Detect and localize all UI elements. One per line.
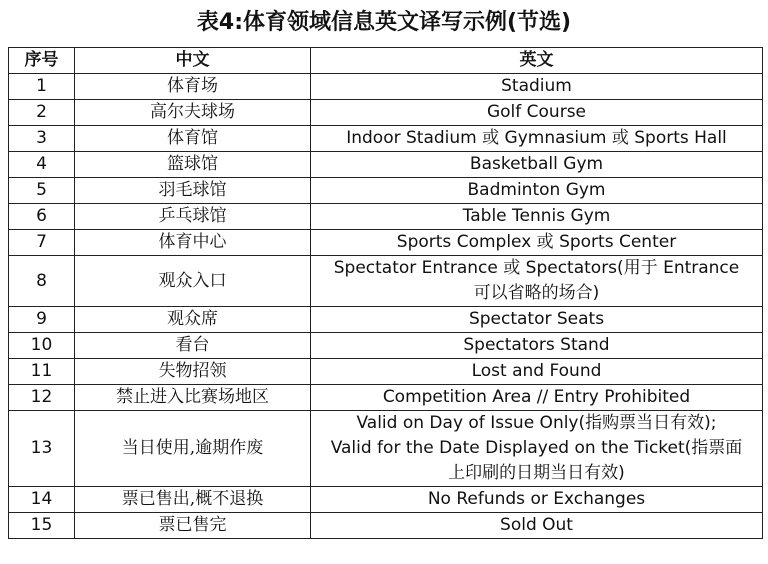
translation-table <box>8 47 763 539</box>
row-number: 6 <box>9 204 75 230</box>
english-translation <box>311 487 763 513</box>
english-line: 可以省略的场合) <box>473 283 600 303</box>
header-row <box>9 48 763 74</box>
row-number: 10 <box>9 333 75 359</box>
chinese-term: 篮球馆 <box>75 152 311 178</box>
row-number: 11 <box>9 359 75 385</box>
chinese-term: 体育场 <box>75 74 311 100</box>
english-line: Lost and Found <box>471 361 602 381</box>
english-line: No Refunds or Exchanges <box>427 489 646 509</box>
table-row <box>9 333 763 359</box>
chinese-term: 体育中心 <box>75 230 311 256</box>
english-translation <box>311 385 763 411</box>
english-line: Badminton Gym <box>467 180 606 200</box>
chinese-term: 看台 <box>75 333 311 359</box>
table-row <box>9 152 763 178</box>
row-number: 8 <box>9 256 75 307</box>
chinese-term: 观众席 <box>75 307 311 333</box>
table-row <box>9 385 763 411</box>
chinese-term: 失物招领 <box>75 359 311 385</box>
row-number: 14 <box>9 487 75 513</box>
table-row <box>9 230 763 256</box>
table-row <box>9 411 763 487</box>
row-number: 5 <box>9 178 75 204</box>
table-row <box>9 513 763 539</box>
table-row <box>9 487 763 513</box>
english-line: Basketball Gym <box>469 154 604 174</box>
english-line: Spectator Entrance 或 Spectators(用于 Entrance <box>333 258 740 278</box>
english-translation <box>311 307 763 333</box>
english-translation <box>311 513 763 539</box>
english-line: Sold Out <box>500 515 573 535</box>
table-row <box>9 256 763 307</box>
chinese-term: 乒乓球馆 <box>75 204 311 230</box>
chinese-term: 禁止进入比赛场地区 <box>75 385 311 411</box>
chinese-term: 高尔夫球场 <box>75 100 311 126</box>
english-line: Spectators Stand <box>463 335 610 355</box>
english-line: Competition Area // Entry Prohibited <box>382 387 691 407</box>
row-number: 9 <box>9 307 75 333</box>
chinese-term: 票已售完 <box>75 513 311 539</box>
english-translation <box>311 411 763 487</box>
english-line: 上印刷的日期当日有效) <box>448 463 625 483</box>
english-translation <box>311 256 763 307</box>
english-translation <box>311 178 763 204</box>
english-translation <box>311 230 763 256</box>
english-line: Valid on Day of Issue Only(指购票当日有效); <box>356 413 717 433</box>
english-line: Table Tennis Gym <box>462 206 611 226</box>
chinese-term: 观众入口 <box>75 256 311 307</box>
chinese-term: 票已售出,概不退换 <box>75 487 311 513</box>
table-row <box>9 74 763 100</box>
english-line: Valid for the Date Displayed on the Ticket(指票面 <box>330 438 743 458</box>
chinese-term: 当日使用,逾期作废 <box>75 411 311 487</box>
table-row <box>9 307 763 333</box>
english-translation <box>311 126 763 152</box>
chinese-term: 体育馆 <box>75 126 311 152</box>
table-row <box>9 126 763 152</box>
table-title: 表4:体育领域信息英文译写示例(节选) <box>196 10 572 35</box>
row-number: 7 <box>9 230 75 256</box>
row-number: 13 <box>9 411 75 487</box>
header-no: 序号 <box>9 48 75 74</box>
table-row <box>9 178 763 204</box>
english-line: Sports Complex 或 Sports Center <box>396 232 677 252</box>
english-line: Spectator Seats <box>468 309 605 329</box>
english-translation <box>311 100 763 126</box>
row-number: 2 <box>9 100 75 126</box>
table-body <box>9 74 763 539</box>
english-translation <box>311 204 763 230</box>
row-number: 3 <box>9 126 75 152</box>
row-number: 4 <box>9 152 75 178</box>
english-line: Stadium <box>501 76 572 96</box>
row-number: 15 <box>9 513 75 539</box>
table-row <box>9 204 763 230</box>
english-translation <box>311 359 763 385</box>
english-translation <box>311 74 763 100</box>
table-row <box>9 100 763 126</box>
header-zh: 中文 <box>75 48 311 74</box>
chinese-term: 羽毛球馆 <box>75 178 311 204</box>
english-line: Golf Course <box>486 102 587 122</box>
english-translation <box>311 333 763 359</box>
table-row <box>9 359 763 385</box>
row-number: 1 <box>9 74 75 100</box>
row-number: 12 <box>9 385 75 411</box>
english-line: Indoor Stadium 或 Gymnasium 或 Sports Hall <box>346 128 727 148</box>
header-en: 英文 <box>311 48 763 74</box>
english-translation <box>311 152 763 178</box>
